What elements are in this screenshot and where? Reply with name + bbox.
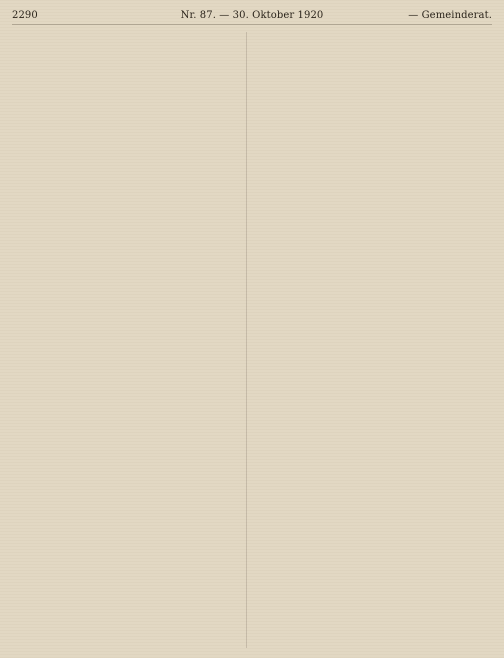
page-number: 2290 bbox=[12, 10, 38, 21]
left-column bbox=[12, 32, 247, 648]
page-header bbox=[12, 10, 492, 25]
right-column bbox=[257, 32, 492, 648]
issue-date: Nr. 87. — 30. Oktober 1920 bbox=[180, 10, 324, 21]
article-columns bbox=[12, 32, 492, 648]
section-title: — Gemeinderat. bbox=[408, 10, 492, 21]
